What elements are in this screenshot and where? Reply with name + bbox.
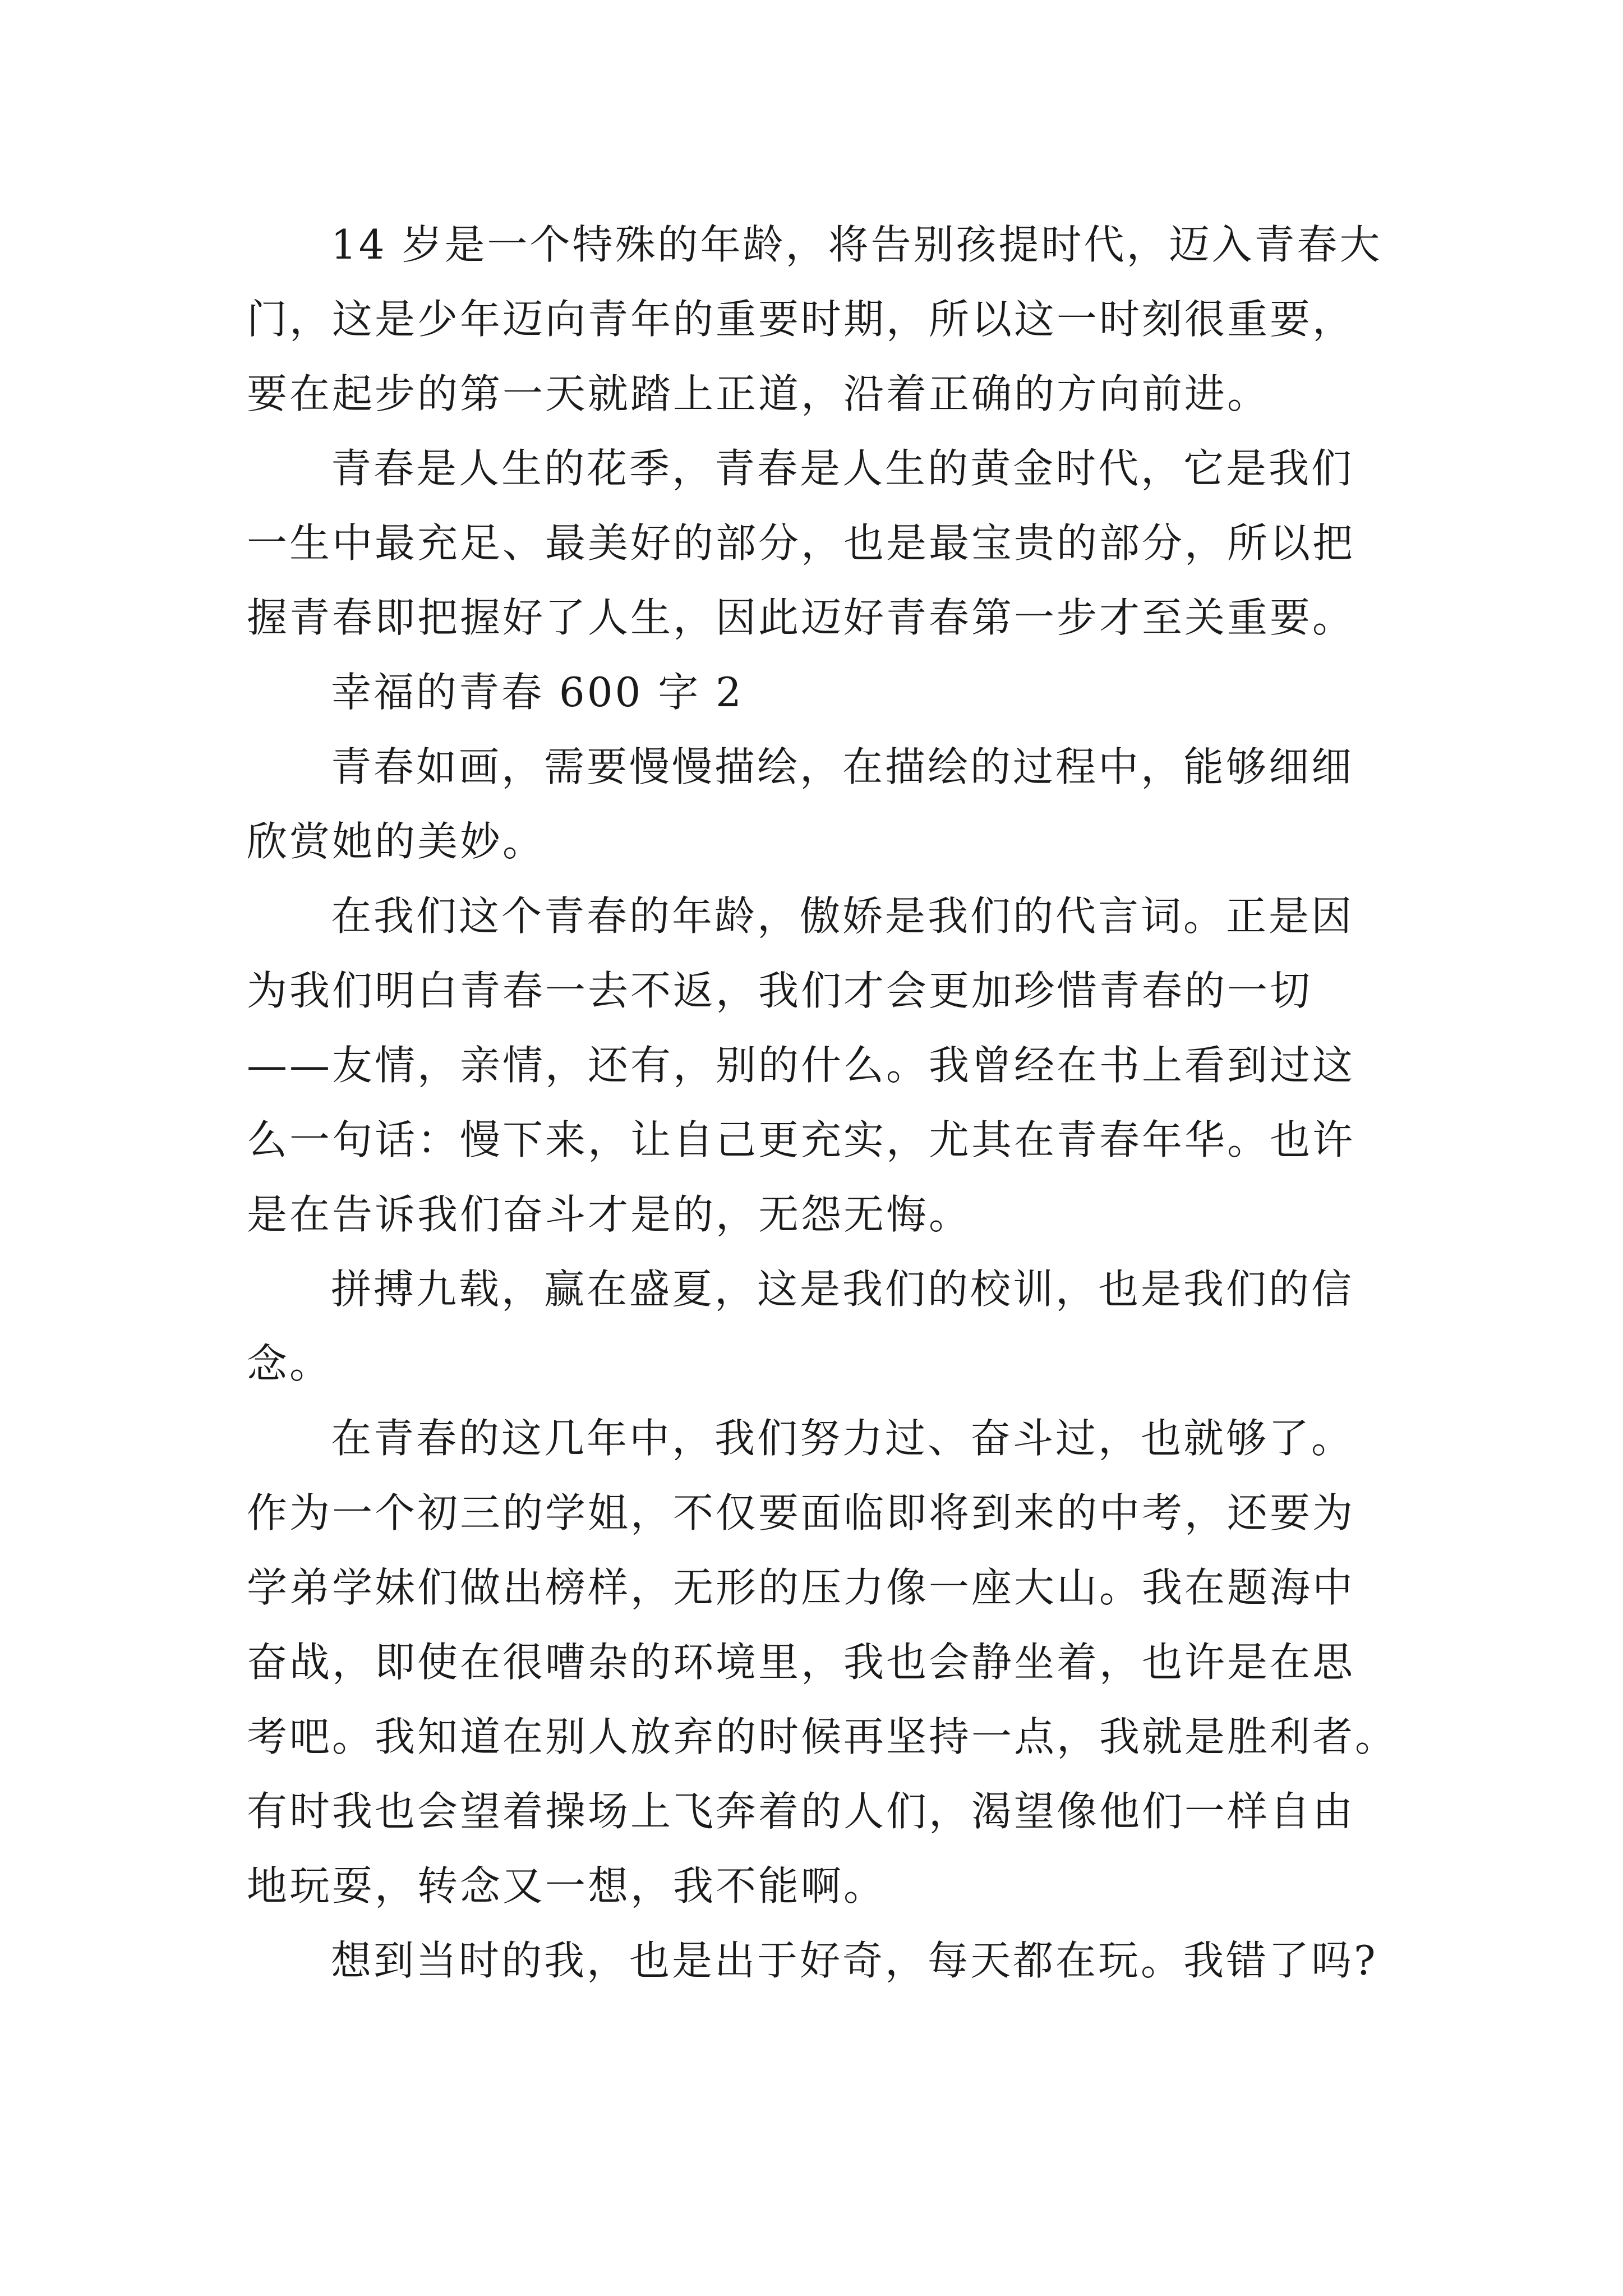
paragraph-line: 念。 [247, 1340, 333, 1387]
paragraph-line: 握青春即把握好了人生，因此迈好青春第一步才至关重要。 [247, 594, 1355, 641]
paragraph-line: 奋战，即使在很嘈杂的环境里，我也会静坐着，也许是在思 [247, 1639, 1355, 1686]
paragraph-line: 拼搏九载，赢在盛夏，这是我们的校训，也是我们的信 [331, 1266, 1354, 1313]
paragraph-line: 有时我也会望着操场上飞奔着的人们，渴望像他们一样自由 [247, 1788, 1355, 1835]
paragraph-line: 为我们明白青春一去不返，我们才会更加珍惜青春的一切 [247, 967, 1313, 1014]
paragraph-line: 门，这是少年迈向青年的重要时期，所以这一时刻很重要， [247, 296, 1355, 343]
paragraph-line: 要在起步的第一天就踏上正道，沿着正确的方向前进。 [247, 370, 1270, 417]
paragraph-line: 作为一个初三的学姐，不仅要面临即将到来的中考，还要为 [247, 1489, 1355, 1536]
section-heading: 幸福的青春 600 字 2 [331, 669, 744, 716]
paragraph-line: 考吧。我知道在别人放弃的时候再坚持一点，我就是胜利者。 [247, 1713, 1398, 1760]
paragraph-line: 学弟学妹们做出榜样，无形的压力像一座大山。我在题海中 [247, 1564, 1355, 1611]
paragraph-line: 想到当时的我，也是出于好奇，每天都在玩。我错了吗? [331, 1937, 1378, 1984]
paragraph-line: 欣赏她的美妙。 [247, 818, 546, 865]
paragraph-line: 么一句话：慢下来，让自己更充实，尤其在青春年华。也许 [247, 1116, 1355, 1163]
paragraph-line: 青春是人生的花季，青春是人生的黄金时代，它是我们 [331, 445, 1354, 492]
paragraph-line: ——友情，亲情，还有，别的什么。我曾经在书上看到过这 [247, 1042, 1355, 1089]
essay-body [247, 208, 1398, 1998]
paragraph-line: 在青春的这几年中，我们努力过、奋斗过，也就够了。 [331, 1415, 1354, 1462]
paragraph-line: 一生中最充足、最美好的部分，也是最宝贵的部分，所以把 [247, 519, 1355, 567]
paragraph-line: 青春如画，需要慢慢描绘，在描绘的过程中，能够细细 [331, 743, 1354, 790]
paragraph-line: 是在告诉我们奋斗才是的，无怨无悔。 [247, 1191, 972, 1238]
paragraph-line: 地玩耍，转念又一想，我不能啊。 [247, 1862, 887, 1910]
paragraph-line: 14 岁是一个特殊的年龄，将告别孩提时代，迈入青春大 [331, 221, 1382, 268]
paragraph-line: 在我们这个青春的年龄，傲娇是我们的代言词。正是因 [331, 892, 1354, 940]
